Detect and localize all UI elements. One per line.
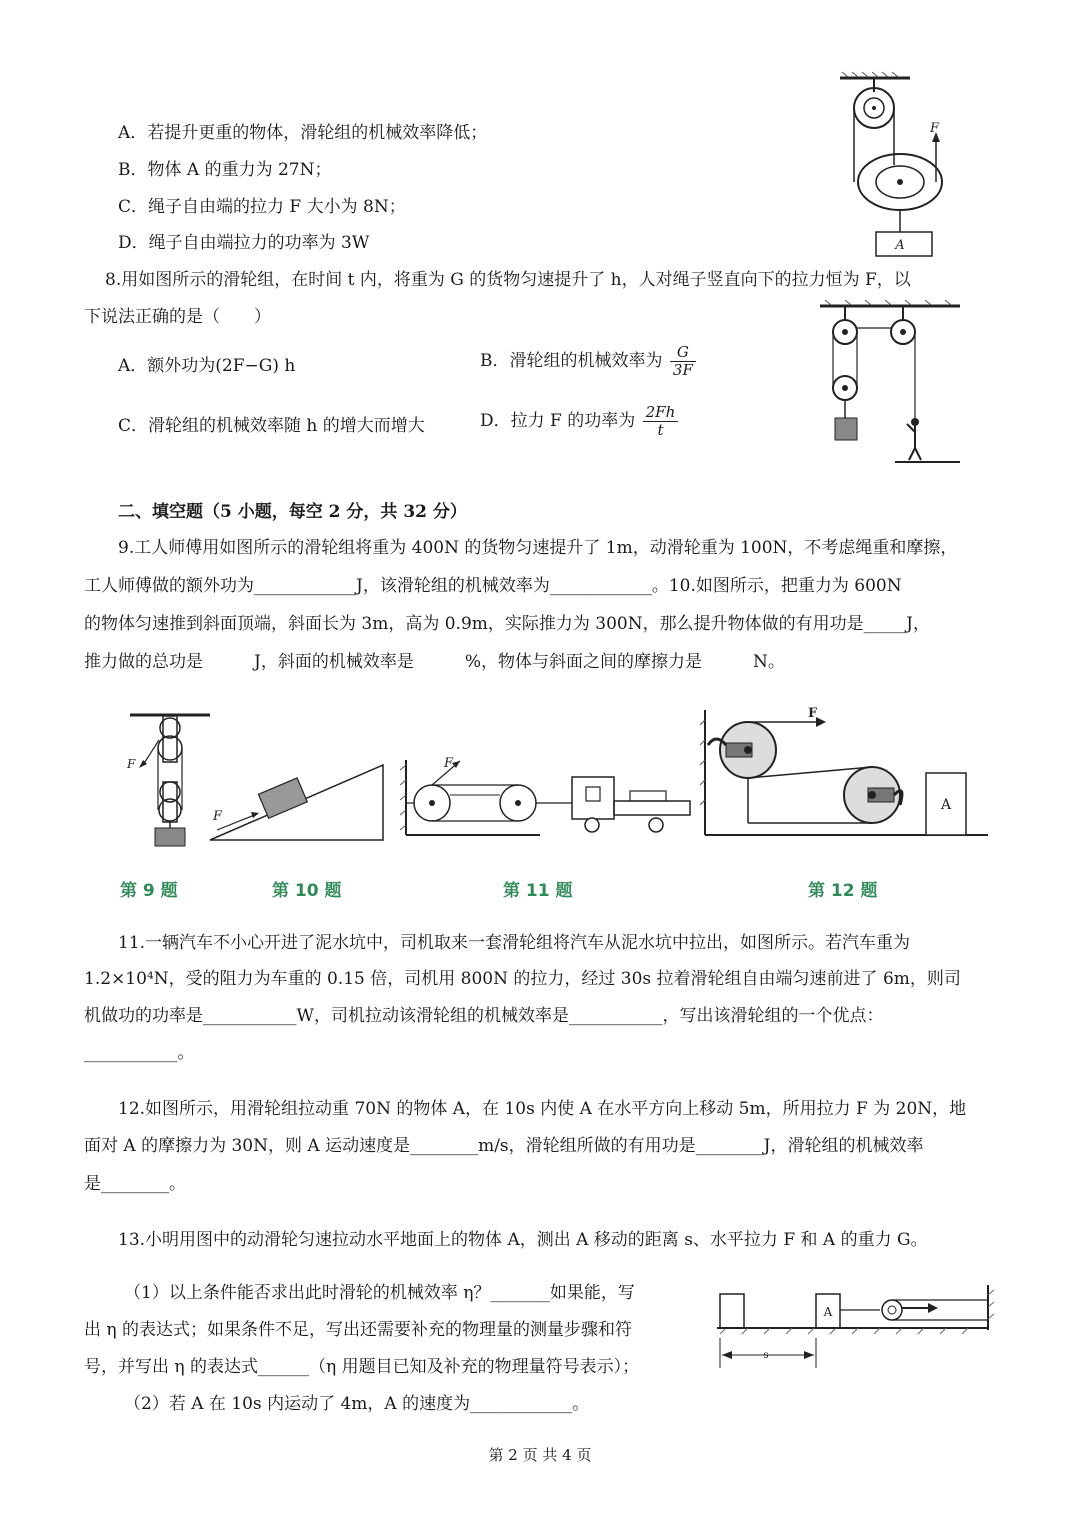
- q8-option-b-fraction: [670, 344, 696, 379]
- q13-part1-line2: 出 η 的表达式；如果条件不足，写出还需要补充的物理量的测量步骤和符: [84, 1320, 632, 1340]
- section-2-title: 二、填空题（5 小题，每空 2 分，共 32 分）: [118, 502, 467, 522]
- q13-figure: [712, 1280, 997, 1380]
- q12-line1: 12.如图所示，用滑轮组拉动重 70N 的物体 A，在 10s 内使 A 在水平方向上移动 5m，所用拉力 F 为 20N，地: [118, 1099, 967, 1119]
- q8-option-d: [480, 404, 678, 439]
- q11-line3: 机做功的功率是___________W，司机拉动该滑轮组的机械效率是___________，写出该滑轮组的一个优点：: [84, 1006, 884, 1026]
- q8-stem-line1: 8.用如图所示的滑轮组，在时间 t 内，将重为 G 的货物匀速提升了 h，人对绳子竖直向下的拉力恒为 F，以: [105, 270, 911, 290]
- q13-distance-label: s: [763, 1350, 769, 1361]
- q7-option-d: D．绳子自由端拉力的功率为 3W: [118, 233, 370, 253]
- q13-part2: （2）若 A 在 10s 内运动了 4m，A 的速度为____________。: [124, 1394, 590, 1414]
- q8-option-b-denominator: 3F: [672, 361, 693, 379]
- q11-line1: 11.一辆汽车不小心开进了泥水坑中，司机取来一套滑轮组将汽车从泥水坑中拉出，如图所示。若汽车重为: [118, 933, 911, 953]
- q7-pulley-figure: [830, 70, 950, 260]
- q13-part1-line3: 号，并写出 η 的表达式______（η 用题目已知及补充的物理量符号表示）；: [84, 1357, 640, 1377]
- caption-fig11: 第 11 题: [503, 881, 573, 901]
- fig11-force-label: F: [444, 756, 454, 771]
- caption-fig10: 第 10 题: [272, 881, 342, 901]
- q7-block-label: A: [895, 238, 905, 253]
- q8-option-b: [480, 344, 696, 379]
- fig9-force-label: F: [127, 757, 136, 771]
- q7-option-b: B．物体 A 的重力为 27N；: [118, 160, 332, 180]
- q8-option-d-text: D．拉力 F 的功率为: [480, 411, 636, 431]
- q7-option-a: A．若提升更重的物体，滑轮组的机械效率降低；: [118, 123, 488, 143]
- q10-line4: 推力做的总功是 J，斜面的机械效率是 %，物体与斜面之间的摩擦力是 N。: [84, 652, 785, 672]
- q7-force-label: F: [930, 121, 940, 136]
- q7-option-c: C．绳子自由端的拉力 F 大小为 8N；: [118, 197, 406, 217]
- q12-line2: 面对 A 的摩擦力为 30N，则 A 运动速度是________m/s，滑轮组所做的有用功是________J，滑轮组的机械效率: [84, 1136, 924, 1156]
- q8-option-d-denominator: t: [657, 421, 664, 439]
- q13-block-label: A: [823, 1305, 833, 1319]
- fig12-force-label: F: [808, 706, 818, 721]
- fig12-block-label: A: [940, 797, 952, 813]
- q13-part1-line1: （1）以上条件能否求出此时滑轮的机械效率 η？_______如果能，写: [124, 1283, 635, 1303]
- fig11-car-pulley: [400, 755, 695, 840]
- q8-option-d-numerator: 2Fh: [643, 404, 679, 422]
- fig10-force-label: F: [213, 809, 223, 824]
- q10-line3: 的物体匀速推到斜面顶端，斜面长为 3m，高为 0.9m，实际推力为 300N，那么提升物体做的有用功是_____J，: [84, 614, 930, 634]
- q8-option-b-numerator: G: [670, 344, 696, 362]
- q11-line2: 1.2×10⁴N，受的阻力为车重的 0.15 倍，司机用 800N 的拉力，经过 30s 拉着滑轮组自由端匀速前进了 6m，则司: [84, 969, 961, 989]
- q13-stem: 13.小明用图中的动滑轮匀速拉动水平地面上的物体 A，测出 A 移动的距离 s、水平拉力 F 和 A 的重力 G。: [118, 1230, 928, 1250]
- q12-line3: 是________。: [84, 1174, 186, 1194]
- q11-line4: ___________。: [84, 1043, 195, 1063]
- q8-pulley-figure: [815, 300, 965, 470]
- q8-stem-line2: 下说法正确的是（ ）: [84, 307, 271, 327]
- caption-fig9: 第 9 题: [120, 881, 178, 901]
- q9-line1: 9.工人师傅用如图所示的滑轮组将重为 400N 的货物匀速提升了 1m，动滑轮重为 100N，不考虑绳重和摩擦，: [118, 538, 958, 558]
- fig12-pulley: [700, 705, 990, 840]
- q8-option-b-text: B．滑轮组的机械效率为: [480, 351, 663, 371]
- page-footer: 第 2 页 共 4 页: [488, 1446, 592, 1464]
- q9-line2: 工人师傅做的额外功为____________J，该滑轮组的机械效率为____________。10.如图所示，把重力为 600N: [84, 576, 902, 596]
- fig9-pulley: [125, 710, 215, 850]
- fig10-incline: [205, 760, 390, 845]
- caption-fig12: 第 12 题: [808, 881, 878, 901]
- q8-option-c: C．滑轮组的机械效率随 h 的增大而增大: [118, 416, 425, 436]
- q8-option-d-fraction: [643, 404, 679, 439]
- q8-option-a: A．额外功为(2F−G) h: [118, 356, 296, 376]
